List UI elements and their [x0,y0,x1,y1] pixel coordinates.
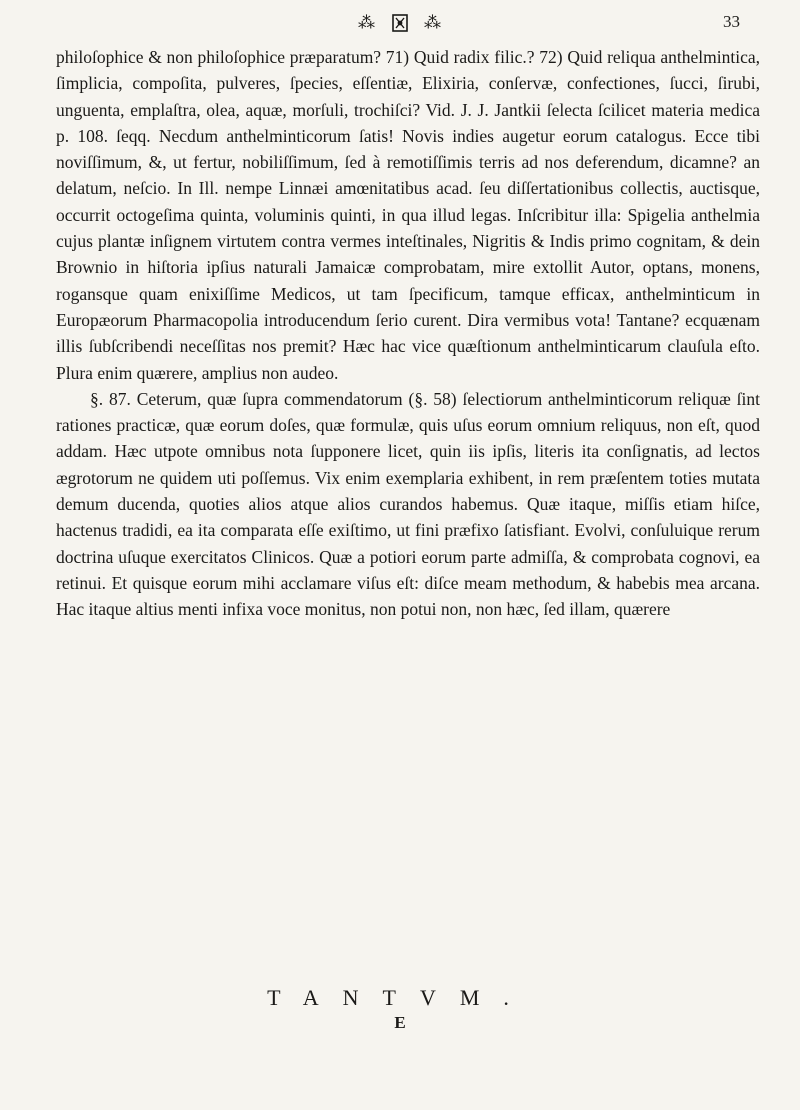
page-number: 33 [723,12,740,31]
signature-mark: E [394,1013,406,1032]
header-ornament [0,8,800,38]
paragraph-1: philoſophice & non philoſophice præparatum? 71) Quid radix filic.? 72) Quid reliqua anthelmintica, ſimplicia, compoſita, pulveres, ſpecies, eſſentiæ, Elixiria, conſervæ, confectiones, ſucci, ſirubi, unguenta, emplaſtra, olea, aquæ, morſuli, trochiſci? Vid. J. J. Jantkii ſelecta ſcilicet materia medica p. 108. ſeqq. Necdum anthelminticorum ſatis! Novis indies augetur eorum catalogus. Ecce tibi noviſſimum, &, ut fertur, nobiliſſimum, ſed à remotiſſimis terris ad nos deferendum, dicamne? an delatum, neſcio. In Ill. nempe Linnæi amœnitatibus acad. ſeu diſſertationibus collectis, auctisque, occurrit octogeſima quinta, voluminis quinti, in qua illud legas. Inſcribitur illa: Spigelia anthelmia cujus plantæ inſignem virtutem contra vermes inteſtinales, Nigritis & Indis primo cognitam, & dein Brownio in hiſtoria ipſius naturali Jamaicæ comprobatam, mire extollit Autor, optans, monens, rogansque quam enixiſſime Medicos, ut tam ſpecificum, tamque efficax, anthelminticum in Europæorum Pharmacopolia introducendum ſerio curent. Dira vermibus vota! Tantane? ecquænam illis ſubſcribendi neceſſitas nos premit? Hæc hac vice quæſtionum anthelminticarum clauſula eſto. Plura enim quærere, amplius non audeo. [56,47,760,383]
finis-line: TANTVM. [267,985,533,1010]
body-text [56,44,760,623]
ornament-right: ⁂ [424,13,442,32]
printer-vignette-icon [392,14,408,32]
ornament-left: ⁂ [358,13,376,32]
paragraph-2: §. 87. Ceterum, quæ ſupra commendatorum (§. 58) ſelectiorum anthelminticorum reliquæ ſint rationes practicæ, quæ eorum doſes, quæ formulæ, quis uſus eorum omnium reliquus, non eſt, quod addam. Hæc utpote omnibus nota ſupponere licet, quin iis ipſis, literis ita conſignatis, ad lectos ægrotorum ne quidem uti poſſemus. Vix enim exemplaria exhibent, in rem præſentem toties mutata demum ducenda, quoties alios atque alios curandos habemus. Quæ itaque, miſſis etiam hiſce, hactenus tradidi, ea ita comparata eſſe exiſtimo, ut fini præfixo ſatisfiant. Evolvi, conſuluique rerum doctrina uſuque exercitatos Clinicos. Quæ a potiori eorum parte admiſſa, & comprobata cognovi, ea retinui. Et quisque eorum mihi acclamare viſus eſt: diſce meam methodum, & habebis mea arcana. Hac itaque altius menti infixa voce monitus, non potui non, non hæc, ſed illam, quærere [56,388,760,620]
